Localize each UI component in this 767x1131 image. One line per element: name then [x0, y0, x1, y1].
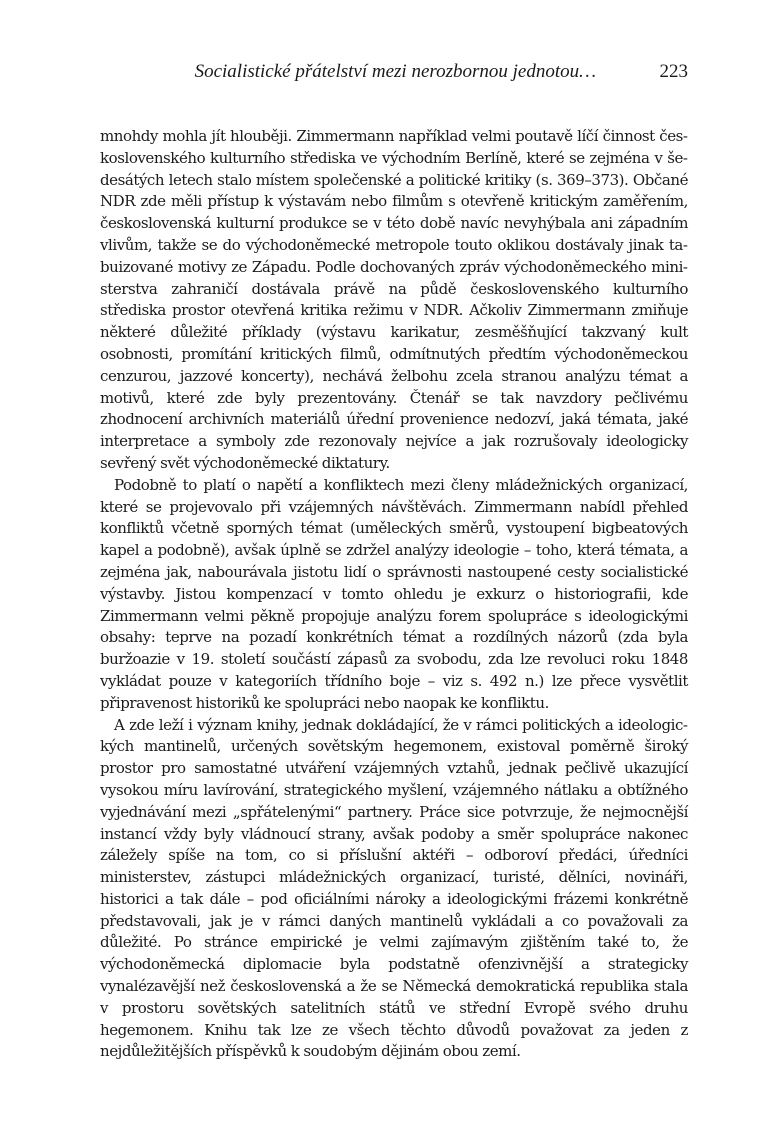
body-text	[100, 126, 688, 1063]
page-number: 223	[659, 61, 688, 82]
paragraph: A zde leží i význam knihy, jednak dokládající, že v rámci politických a ideologických mantinelů, určených sovětským hegemonem, existoval poměrně široký prostor pro samostatné utváření vzájemných vztahů, jednak pečlivě ukazující vysokou míru lavírování, strategického myšlení, vzájemného nátlaku a obtížného vyjednávání mezi „spřátelenými“ partnery. Práce sice potvrzuje, že nejmocnější instancí vždy byly vládnoucí strany, avšak podoby a směr spolupráce nakonec záležely spíše na tom, co si příslušní aktéři – odboroví předáci, úředníci ministerstev, zástupci mládežnických organizací, turisté, dělníci, novináři, historici a tak dále – pod oficiálními nároky a ideologickými frázemi konkrétně představovali, jak je v rámci daných mantinelů vykládali a co považovali za důležité. Po stránce empirické je velmi zajímavým zjištěním také to, že východoněmecká diplomacie byla podstatně ofenzivnější a strategicky vynalézavější než československá a že se Německá demokratická republika stala v prostoru sovětských satelitních států ve střední Evropě svého druhu hegemonem. Knihu tak lze ze všech těchto důvodů považovat za jeden z nejdůležitějších příspěvků k soudobým dějinám obou zemí.	[100, 715, 688, 1061]
paragraph-continued: mnohdy mohla jít hlouběji. Zimmermann například velmi poutavě líčí činnost československého kulturního střediska ve východním Berlíně, které se zejména v šedesátých letech stalo místem společenské a politické kritiky (s. 369–373). Občané NDR zde měli přístup k výstavám nebo filmům s otevřeně kritickým zaměřením, československá kulturní produkce se v této době navíc nevyhýbala ani západním vlivům, takže se do východoněmecké metropole touto oklikou dostávaly jinak tabuizované motivy ze Západu. Podle dochovaných zpráv východoněmeckého ministerstva zahraničí dostávala právě na půdě československého kulturního střediska prostor otevřená kritika režimu v NDR. Ačkoliv Zimmermann zmiňuje některé důležité příklady (výstavu karikatur, zesměšňující takzvaný kult osobnosti, promítání kritických filmů, odmítnutých předtím východoněmeckou cenzurou, jazzové koncerty), nechává želbohu zcela stranou analýzu témat a motivů, které zde byly prezentovány. Čtenář se tak navzdory pečlivému zhodnocení archivních materiálů úřední provenience nedozví, jaká témata, jaké interpretace a symboly zde rezonovaly nejvíce a jak rozrušovaly ideologicky sevřený svět východoněmecké diktatury.	[100, 127, 688, 472]
running-title: Socialistické přátelství mezi nerozbornou jednotou…	[194, 61, 596, 82]
running-head	[100, 60, 688, 84]
paragraph: Podobně to platí o napětí a konfliktech mezi členy mládežnických organizací, které se projevovalo při vzájemných návštěvách. Zimmermann nabídl přehled konfliktů včetně sporných témat (uměleckých směrů, vystoupení bigbeatových kapel a podobně), avšak úplně se zdržel analýzy ideologie – toho, která témata, a zejména jak, nabourávala jistotu lidí o správnosti nastoupené cesty socialistické výstavby. Jistou kompenzací v tomto ohledu je exkurz o historiografii, kde Zimmermann velmi pěkně propojuje analýzu forem spolupráce s ideologickými obsahy: teprve na pozadí konkrétních témat a rozdílných názorů (zda byla buržoazie v 19. století součástí zápasů za svobodu, zda lze revoluci roku 1848 vykládat pouze v kategoriích třídního boje – viz s. 492 n.) lze přece vysvětlit připravenost historiků ke spolupráci nebo naopak ke konfliktu.	[100, 475, 688, 712]
